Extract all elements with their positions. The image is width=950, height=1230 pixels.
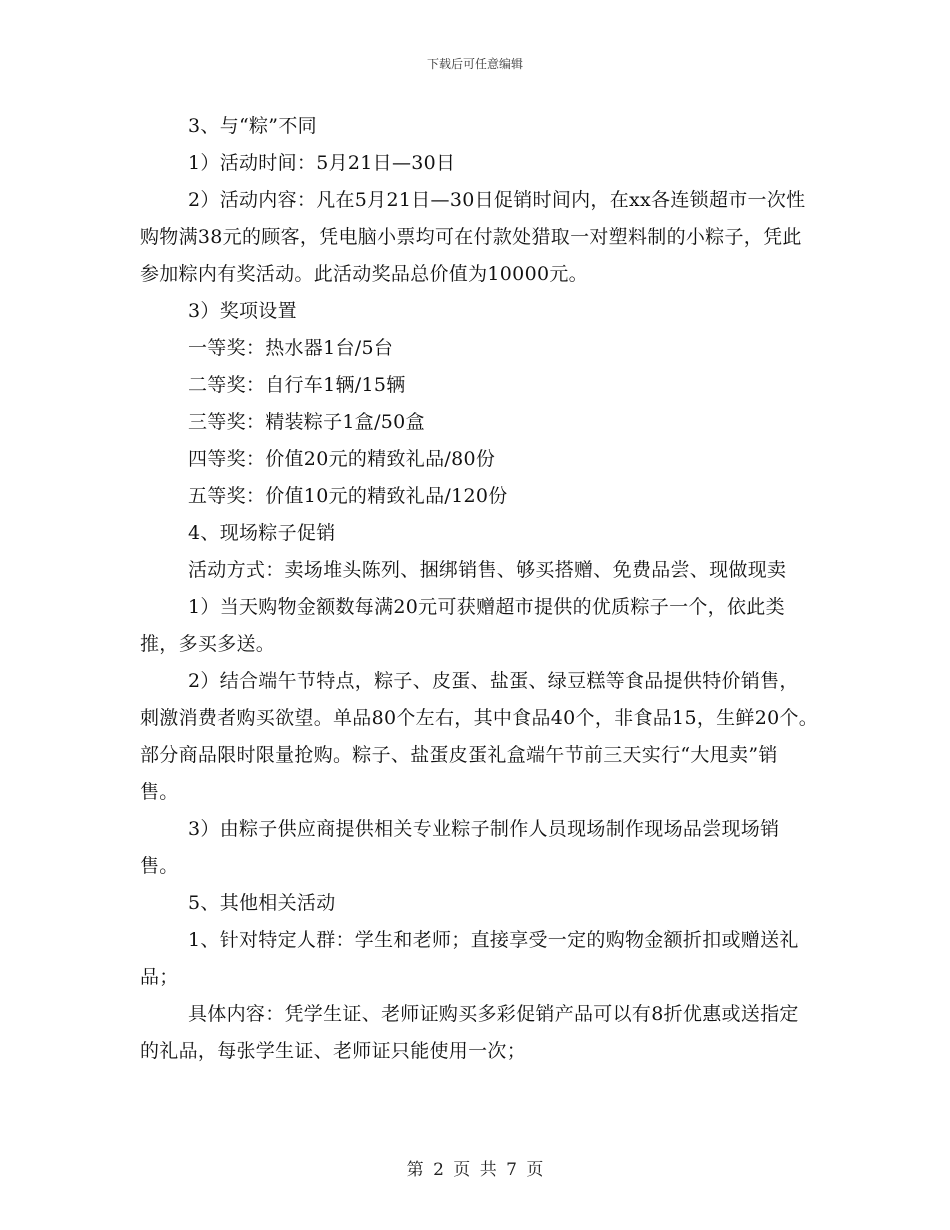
paragraph: 具体内容：凭学生证、老师证购买多彩促销产品可以有8折优惠或送指定的礼品，每张学生证、老师证只能使用一次； [140, 1003, 799, 1062]
paragraph: 4、现场粽子促销 [188, 522, 336, 544]
paragraph: 1）活动时间：5月21日—30日 [188, 152, 456, 174]
paragraph: 3）奖项设置 [188, 300, 297, 322]
paragraph: 一等奖：热水器1台/5台 [188, 337, 394, 359]
paragraph: 2）活动内容：凡在5月21日—30日促销时间内，在xx各连锁超市一次性购物满38元的顾客，凭电脑小票均可在付款处猎取一对塑料制的小粽子，凭此参加粽内有奖活动。此活动奖品总价值为10000元。 [140, 189, 806, 285]
page-header: 下载后可任意编辑 [426, 57, 523, 71]
page-footer: 第 2 页 共 7 页 [406, 1160, 544, 1180]
paragraph: 3）由粽子供应商提供相关专业粽子制作人员现场制作现场品尝现场销售。 [140, 818, 780, 877]
paragraph: 二等奖：自行车1辆/15辆 [188, 374, 406, 396]
paragraph: 3、与“粽”不同 [188, 115, 317, 137]
document-body [140, 108, 848, 1070]
paragraph: 1）当天购物金额数每满20元可获赠超市提供的优质粽子一个，依此类推，多买多送。 [140, 596, 785, 655]
paragraph: 5、其他相关活动 [188, 892, 336, 914]
paragraph: 1、针对特定人群：学生和老师；直接享受一定的购物金额折扣或赠送礼品； [140, 929, 799, 988]
paragraph: 五等奖：价值10元的精致礼品/120份 [188, 485, 508, 507]
paragraph: 四等奖：价值20元的精致礼品/80份 [188, 448, 496, 470]
paragraph: 三等奖：精装粽子1盒/50盒 [188, 411, 425, 433]
paragraph: 活动方式：卖场堆头陈列、捆绑销售、够买搭赠、免费品尝、现做现卖 [188, 559, 787, 581]
paragraph: 2）结合端午节特点，粽子、皮蛋、盐蛋、绿豆糕等食品提供特价销售，刺激消费者购买欲望。单品80个左右，其中食品40个，非食品15，生鲜20个。 部分商品限时限量抢购。粽子、盐蛋皮蛋礼盒端午节前三天实行“大甩卖”销售。 [140, 670, 848, 803]
